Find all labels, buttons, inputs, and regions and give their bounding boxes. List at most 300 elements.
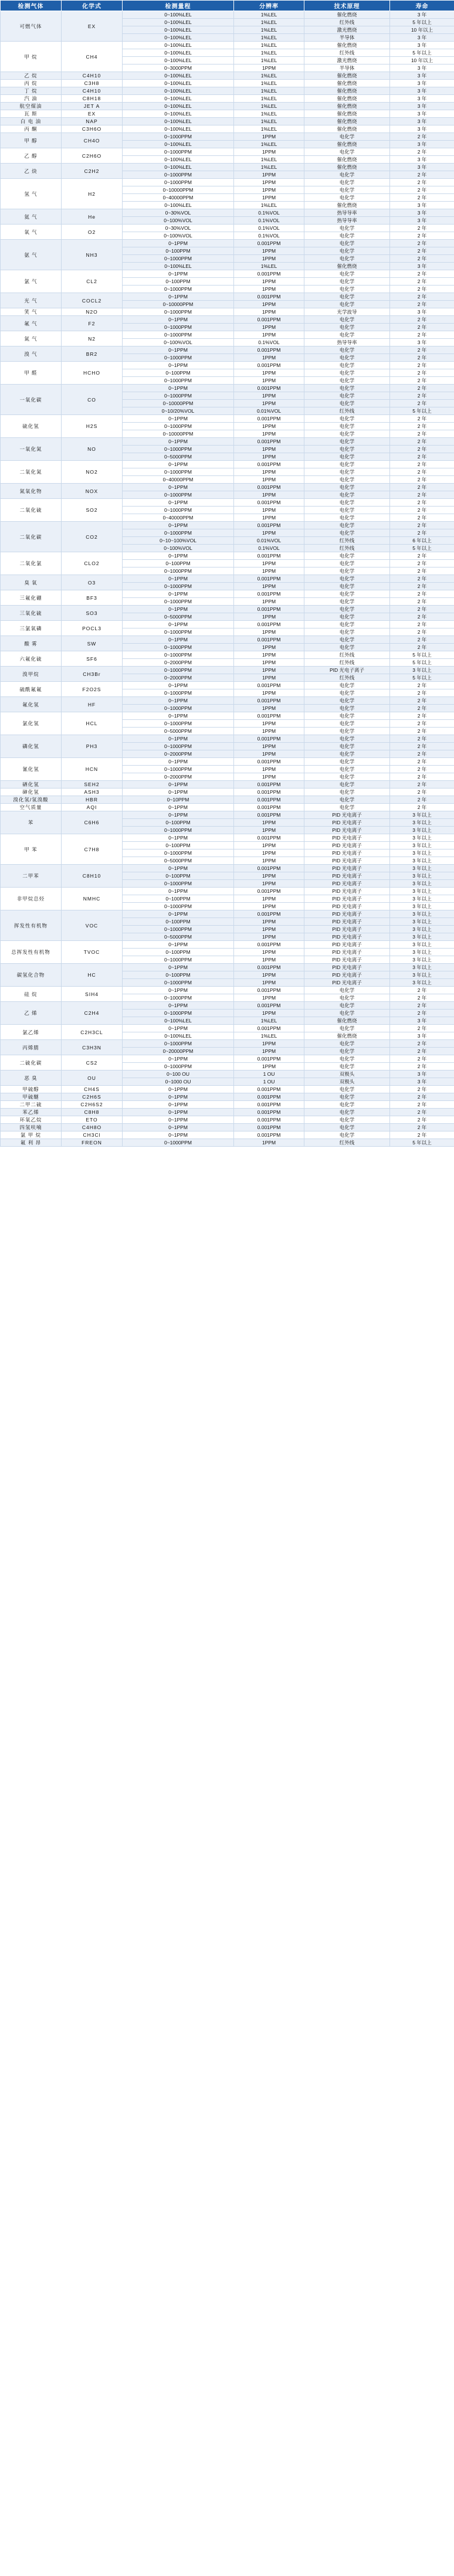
cell-lifetime: 3 年 — [390, 202, 454, 209]
cell-technology: 电化学 — [304, 575, 390, 583]
cell-resolution: 1PPM — [234, 895, 304, 903]
cell-technology: 催化燃烧 — [304, 1017, 390, 1025]
cell-resolution: 0.001PPM — [234, 941, 304, 949]
cell-formula: BF3 — [62, 590, 123, 606]
cell-lifetime: 10 年以上 — [390, 57, 454, 64]
cell-resolution: 0.001PPM — [234, 1002, 304, 1010]
cell-technology: 电化学 — [304, 1093, 390, 1101]
cell-lifetime: 2 年 — [390, 804, 454, 811]
cell-resolution: 1%LEL — [234, 87, 304, 95]
cell-lifetime: 3 年 — [390, 217, 454, 225]
cell-technology: 电化学 — [304, 773, 390, 781]
table-row — [1, 484, 454, 491]
cell-lifetime: 2 年 — [390, 735, 454, 743]
cell-technology: 电化学 — [304, 1010, 390, 1017]
cell-gas-name: 甲硫醚 — [1, 1093, 62, 1101]
cell-technology: 电化学 — [304, 789, 390, 796]
cell-lifetime: 5 年以上 — [390, 49, 454, 57]
cell-lifetime: 2 年 — [390, 331, 454, 339]
cell-technology: 电化学 — [304, 461, 390, 468]
cell-range: 0~1000PPM — [123, 628, 234, 636]
cell-technology: 电化学 — [304, 1002, 390, 1010]
cell-technology: 电化学 — [304, 369, 390, 377]
cell-resolution: 1PPM — [234, 331, 304, 339]
cell-range: 0~100%LEL — [123, 263, 234, 270]
table-row — [1, 362, 454, 369]
cell-lifetime: 2 年 — [390, 377, 454, 385]
cell-resolution: 0.1%VOL — [234, 209, 304, 217]
cell-lifetime: 3 年以上 — [390, 941, 454, 949]
cell-lifetime: 3 年以上 — [390, 865, 454, 872]
cell-range: 0~1PPM — [123, 910, 234, 918]
cell-formula: CH4 — [62, 42, 123, 72]
cell-resolution: 1PPM — [234, 278, 304, 286]
cell-lifetime: 3 年 — [390, 110, 454, 118]
cell-resolution: 1PPM — [234, 628, 304, 636]
cell-lifetime: 3 年 — [390, 156, 454, 164]
cell-lifetime: 2 年 — [390, 750, 454, 758]
cell-lifetime: 2 年 — [390, 186, 454, 194]
cell-technology: 电化学 — [304, 613, 390, 621]
cell-gas-name: 总挥发性有机物 — [1, 941, 62, 964]
cell-gas-name: 丁 烷 — [1, 87, 62, 95]
table-row — [1, 804, 454, 811]
cell-lifetime: 3 年 — [390, 95, 454, 103]
cell-lifetime: 2 年 — [390, 484, 454, 491]
cell-gas-name: 氟化氢 — [1, 697, 62, 712]
cell-formula: C3H3N — [62, 1040, 123, 1055]
cell-lifetime: 3 年以上 — [390, 842, 454, 849]
table-row — [1, 164, 454, 171]
cell-range: 0~100%LEL — [123, 57, 234, 64]
cell-formula: SIH4 — [62, 987, 123, 1002]
cell-lifetime: 3 年 — [390, 263, 454, 270]
cell-range: 0~3000PPM — [123, 64, 234, 72]
cell-technology: 电化学 — [304, 377, 390, 385]
cell-range: 0~1000PPM — [123, 392, 234, 400]
cell-technology: 电化学 — [304, 994, 390, 1002]
cell-formula: HC — [62, 964, 123, 987]
cell-range: 0~1000PPM — [123, 133, 234, 141]
cell-gas-name: 氯 气 — [1, 270, 62, 293]
table-row — [1, 1055, 454, 1063]
cell-range: 0~1PPM — [123, 575, 234, 583]
table-row — [1, 209, 454, 217]
cell-technology: 电化学 — [304, 552, 390, 560]
cell-lifetime: 2 年 — [390, 720, 454, 728]
cell-range: 0~1PPM — [123, 484, 234, 491]
cell-technology: 电化学 — [304, 743, 390, 750]
table-row — [1, 682, 454, 689]
cell-formula: SW — [62, 636, 123, 651]
cell-resolution: 1PPM — [234, 133, 304, 141]
cell-lifetime: 6 年以上 — [390, 537, 454, 545]
cell-lifetime: 2 年 — [390, 606, 454, 613]
cell-technology: 电化学 — [304, 255, 390, 263]
cell-range: 0~100%LEL — [123, 87, 234, 95]
cell-gas-name: 二氧化氮 — [1, 461, 62, 484]
cell-range: 0~100PPM — [123, 872, 234, 880]
cell-lifetime: 2 年 — [390, 552, 454, 560]
cell-lifetime: 3 年以上 — [390, 903, 454, 910]
cell-technology: 电化学 — [304, 750, 390, 758]
cell-range: 0~100%LEL — [123, 103, 234, 110]
cell-range: 0~1000PPM — [123, 324, 234, 331]
table-row — [1, 606, 454, 613]
cell-range: 0~10000PPM — [123, 186, 234, 194]
cell-lifetime: 2 年 — [390, 705, 454, 712]
cell-gas-name: 苯 — [1, 811, 62, 834]
cell-gas-name: 氧 气 — [1, 225, 62, 240]
table-row — [1, 438, 454, 446]
cell-technology: 电化学 — [304, 728, 390, 735]
cell-lifetime: 2 年 — [390, 758, 454, 766]
cell-technology: 催化燃烧 — [304, 263, 390, 270]
cell-resolution: 1PPM — [234, 507, 304, 514]
cell-lifetime: 3 年 — [390, 308, 454, 316]
cell-lifetime: 2 年 — [390, 430, 454, 438]
cell-resolution: 0.1%VOL — [234, 225, 304, 232]
cell-gas-name: 氟 气 — [1, 316, 62, 331]
cell-gas-name: 非甲烷总烃 — [1, 888, 62, 910]
cell-resolution: 0.001PPM — [234, 1109, 304, 1116]
cell-resolution: 1PPM — [234, 857, 304, 865]
cell-resolution: 1PPM — [234, 720, 304, 728]
cell-range: 0~100%VOL — [123, 217, 234, 225]
cell-lifetime: 2 年 — [390, 286, 454, 293]
cell-lifetime: 3 年 — [390, 1032, 454, 1040]
cell-formula: CH3Br — [62, 667, 123, 682]
cell-range: 0~1PPM — [123, 987, 234, 994]
table-row — [1, 11, 454, 19]
cell-range: 0~1000PPM — [123, 468, 234, 476]
cell-lifetime: 3 年 — [390, 141, 454, 148]
cell-gas-name: 甲 醇 — [1, 133, 62, 148]
cell-range: 0~1PPM — [123, 606, 234, 613]
cell-lifetime: 3 年以上 — [390, 933, 454, 941]
cell-lifetime: 5 年以上 — [390, 19, 454, 26]
cell-lifetime: 3 年 — [390, 87, 454, 95]
cell-technology: 电化学 — [304, 636, 390, 644]
cell-range: 0~100PPM — [123, 247, 234, 255]
cell-gas-name: 二氧化硫 — [1, 499, 62, 522]
cell-resolution: 0.001PPM — [234, 865, 304, 872]
cell-resolution: 0.001PPM — [234, 499, 304, 507]
cell-technology: 电化学 — [304, 712, 390, 720]
table-row — [1, 1002, 454, 1010]
table-row — [1, 910, 454, 918]
cell-lifetime: 3 年以上 — [390, 918, 454, 926]
cell-resolution: 1PPM — [234, 354, 304, 362]
table-header — [1, 1, 454, 11]
table-row — [1, 316, 454, 324]
cell-lifetime: 2 年 — [390, 522, 454, 529]
table-row — [1, 1109, 454, 1116]
cell-lifetime: 2 年 — [390, 1040, 454, 1048]
cell-resolution: 0.001PPM — [234, 484, 304, 491]
cell-technology: 催化燃烧 — [304, 141, 390, 148]
cell-resolution: 1PPM — [234, 689, 304, 697]
cell-technology: 红外线 — [304, 651, 390, 659]
cell-resolution: 1PPM — [234, 651, 304, 659]
cell-formula: HCL — [62, 712, 123, 735]
cell-gas-name: 氯乙烯 — [1, 1025, 62, 1040]
cell-technology: 电化学 — [304, 225, 390, 232]
cell-resolution: 1PPM — [234, 667, 304, 674]
cell-technology: PID 光电离子 — [304, 865, 390, 872]
header-lifetime: 寿命 — [390, 1, 454, 11]
cell-technology: 电化学 — [304, 987, 390, 994]
gas-detection-table — [0, 0, 454, 1147]
cell-gas-name: 乙 烯 — [1, 1002, 62, 1025]
cell-range: 0~1PPM — [123, 888, 234, 895]
cell-resolution: 1PPM — [234, 286, 304, 293]
table-row — [1, 651, 454, 659]
cell-technology: 电化学 — [304, 1109, 390, 1116]
cell-range: 0~100%LEL — [123, 72, 234, 80]
cell-lifetime: 2 年 — [390, 133, 454, 141]
cell-gas-name: 二甲二硫 — [1, 1101, 62, 1109]
cell-technology: 红外线 — [304, 659, 390, 667]
cell-lifetime: 3 年 — [390, 103, 454, 110]
cell-lifetime: 2 年 — [390, 415, 454, 423]
cell-technology: 电化学 — [304, 697, 390, 705]
cell-lifetime: 2 年 — [390, 682, 454, 689]
cell-range: 0~10000PPM — [123, 301, 234, 308]
cell-technology: 催化燃烧 — [304, 72, 390, 80]
cell-range: 0~1000PPM — [123, 148, 234, 156]
cell-resolution: 0.001PPM — [234, 1131, 304, 1139]
table-row — [1, 697, 454, 705]
cell-range: 0~100 OU — [123, 1070, 234, 1078]
cell-technology: 催化燃烧 — [304, 110, 390, 118]
cell-range: 0~2000PPM — [123, 674, 234, 682]
cell-technology: 电化学 — [304, 247, 390, 255]
cell-lifetime: 2 年 — [390, 773, 454, 781]
cell-resolution: 1PPM — [234, 247, 304, 255]
cell-technology: 电化学 — [304, 385, 390, 392]
cell-lifetime: 2 年 — [390, 621, 454, 628]
cell-lifetime: 2 年 — [390, 225, 454, 232]
cell-technology: 电化学 — [304, 583, 390, 590]
table-row — [1, 865, 454, 872]
cell-resolution: 1PPM — [234, 644, 304, 651]
cell-technology: 电化学 — [304, 682, 390, 689]
cell-technology: 电化学 — [304, 346, 390, 354]
cell-lifetime: 2 年 — [390, 247, 454, 255]
cell-formula: EX — [62, 11, 123, 42]
cell-technology: PID 光电离子 — [304, 971, 390, 979]
cell-formula: SO2 — [62, 499, 123, 522]
cell-lifetime: 3 年以上 — [390, 811, 454, 819]
cell-lifetime: 3 年 — [390, 64, 454, 72]
cell-range: 0~2000PPM — [123, 659, 234, 667]
cell-technology: 电化学 — [304, 628, 390, 636]
cell-range: 0~100%LEL — [123, 11, 234, 19]
cell-gas-name: 溴化氢/氢溴酸 — [1, 796, 62, 804]
cell-formula: TVOC — [62, 941, 123, 964]
cell-resolution: 0.001PPM — [234, 590, 304, 598]
cell-resolution: 1PPM — [234, 301, 304, 308]
cell-technology: 电化学 — [304, 232, 390, 240]
cell-gas-name: 溴甲烷 — [1, 667, 62, 682]
cell-technology: 电化学 — [304, 354, 390, 362]
cell-resolution: 0.001PPM — [234, 712, 304, 720]
cell-technology: 电化学 — [304, 689, 390, 697]
cell-lifetime: 3 年以上 — [390, 910, 454, 918]
cell-lifetime: 3 年 — [390, 42, 454, 49]
cell-range: 0~1000PPM — [123, 1010, 234, 1017]
cell-resolution: 1PPM — [234, 994, 304, 1002]
cell-gas-name: 六氟化硫 — [1, 651, 62, 667]
cell-range: 0~1PPM — [123, 621, 234, 628]
table-row — [1, 888, 454, 895]
cell-technology: 电化学 — [304, 1116, 390, 1124]
cell-range: 0~1000PPM — [123, 598, 234, 606]
cell-range: 0~1000PPM — [123, 766, 234, 773]
cell-range: 0~2000PPM — [123, 750, 234, 758]
cell-resolution: 0.001PPM — [234, 910, 304, 918]
cell-lifetime: 2 年 — [390, 278, 454, 286]
cell-resolution: 1PPM — [234, 468, 304, 476]
cell-lifetime: 3 年 — [390, 125, 454, 133]
cell-lifetime: 3 年 — [390, 164, 454, 171]
cell-gas-name: 白 电 油 — [1, 118, 62, 125]
cell-gas-name: 硫酰氟氟 — [1, 682, 62, 697]
cell-lifetime: 3 年以上 — [390, 819, 454, 827]
cell-resolution: 0.001PPM — [234, 804, 304, 811]
cell-resolution: 0.001PPM — [234, 1093, 304, 1101]
table-row — [1, 1086, 454, 1093]
cell-range: 0~1PPM — [123, 811, 234, 819]
cell-gas-name: 丙 酮 — [1, 125, 62, 133]
cell-gas-name: 甲 烷 — [1, 42, 62, 72]
cell-resolution: 1PPM — [234, 819, 304, 827]
cell-technology: 电化学 — [304, 522, 390, 529]
cell-gas-name: 丙烯腈 — [1, 1040, 62, 1055]
cell-range: 0~1000PPM — [123, 644, 234, 651]
cell-gas-name: 氟 利 昂 — [1, 1139, 62, 1147]
cell-resolution: 0.001PPM — [234, 461, 304, 468]
table-row — [1, 293, 454, 301]
cell-technology: 电化学 — [304, 148, 390, 156]
cell-technology: 电化学 — [304, 491, 390, 499]
cell-resolution: 1PPM — [234, 583, 304, 590]
cell-resolution: 1PPM — [234, 766, 304, 773]
table-row — [1, 499, 454, 507]
cell-resolution: 0.001PPM — [234, 964, 304, 971]
table-row — [1, 667, 454, 674]
cell-formula: C4H10 — [62, 72, 123, 80]
cell-technology: 电化学 — [304, 514, 390, 522]
cell-technology: 电化学 — [304, 186, 390, 194]
cell-lifetime: 2 年 — [390, 354, 454, 362]
cell-technology: 热导导率 — [304, 209, 390, 217]
cell-technology: 电化学 — [304, 301, 390, 308]
cell-technology: 激光燃烧 — [304, 57, 390, 64]
cell-resolution: 1PPM — [234, 324, 304, 331]
cell-formula: ETO — [62, 1116, 123, 1124]
table-row — [1, 987, 454, 994]
cell-range: 0~1PPM — [123, 636, 234, 644]
cell-lifetime: 2 年 — [390, 1086, 454, 1093]
cell-technology: 电化学 — [304, 1040, 390, 1048]
cell-formula: C8H18 — [62, 95, 123, 103]
table-row — [1, 621, 454, 628]
cell-lifetime: 2 年 — [390, 1010, 454, 1017]
cell-range: 0~100PPM — [123, 949, 234, 956]
cell-technology: 电化学 — [304, 430, 390, 438]
cell-gas-name: 氢 气 — [1, 179, 62, 209]
cell-technology: 电化学 — [304, 1086, 390, 1093]
cell-range: 0~1000PPM — [123, 903, 234, 910]
cell-gas-name: 溴 气 — [1, 346, 62, 362]
table-row — [1, 1139, 454, 1147]
cell-technology: 催化燃烧 — [304, 103, 390, 110]
cell-gas-name: 硅 烷 — [1, 987, 62, 1002]
cell-lifetime: 2 年 — [390, 316, 454, 324]
cell-resolution: 0.001PPM — [234, 621, 304, 628]
cell-formula: NOX — [62, 484, 123, 499]
table-row — [1, 834, 454, 842]
cell-resolution: 0.001PPM — [234, 522, 304, 529]
table-row — [1, 1131, 454, 1139]
cell-technology: PID 光电离子 — [304, 979, 390, 987]
cell-range: 0~100PPM — [123, 819, 234, 827]
cell-resolution: 1PPM — [234, 446, 304, 453]
cell-lifetime: 2 年 — [390, 232, 454, 240]
cell-range: 0~100%VOL — [123, 545, 234, 552]
cell-resolution: 1%LEL — [234, 141, 304, 148]
cell-resolution: 1%LEL — [234, 263, 304, 270]
cell-resolution: 0.001PPM — [234, 758, 304, 766]
cell-gas-name: 二氧化碳 — [1, 522, 62, 552]
cell-gas-name: 环氧乙烷 — [1, 1116, 62, 1124]
cell-formula: C2H6S2 — [62, 1101, 123, 1109]
cell-technology: 催化燃烧 — [304, 1032, 390, 1040]
cell-resolution: 1PPM — [234, 514, 304, 522]
cell-range: 0~1000PPM — [123, 423, 234, 430]
table-row — [1, 1101, 454, 1109]
table-row — [1, 110, 454, 118]
cell-range: 0~100%LEL — [123, 141, 234, 148]
cell-range: 0~1PPM — [123, 461, 234, 468]
cell-lifetime: 2 年 — [390, 476, 454, 484]
cell-technology: 电化学 — [304, 415, 390, 423]
cell-range: 0~20000PPM — [123, 1048, 234, 1055]
cell-gas-name: 氦 气 — [1, 209, 62, 225]
table-row — [1, 735, 454, 743]
cell-formula: C4H8O — [62, 1124, 123, 1131]
cell-range: 0~100%LEL — [123, 156, 234, 164]
cell-resolution: 0.001PPM — [234, 1101, 304, 1109]
cell-resolution: 1PPM — [234, 903, 304, 910]
cell-technology: 电化学 — [304, 179, 390, 186]
cell-resolution: 0.001PPM — [234, 606, 304, 613]
cell-range: 0~1PPM — [123, 293, 234, 301]
cell-lifetime: 3 年 — [390, 339, 454, 346]
cell-lifetime: 2 年 — [390, 1116, 454, 1124]
cell-lifetime: 2 年 — [390, 301, 454, 308]
cell-technology: 催化燃烧 — [304, 125, 390, 133]
cell-technology: 电化学 — [304, 484, 390, 491]
cell-lifetime: 5 年以上 — [390, 674, 454, 682]
cell-lifetime: 5 年以上 — [390, 651, 454, 659]
cell-formula: OU — [62, 1070, 123, 1086]
cell-formula: SF6 — [62, 651, 123, 667]
cell-resolution: 0.001PPM — [234, 834, 304, 842]
table-row — [1, 87, 454, 95]
